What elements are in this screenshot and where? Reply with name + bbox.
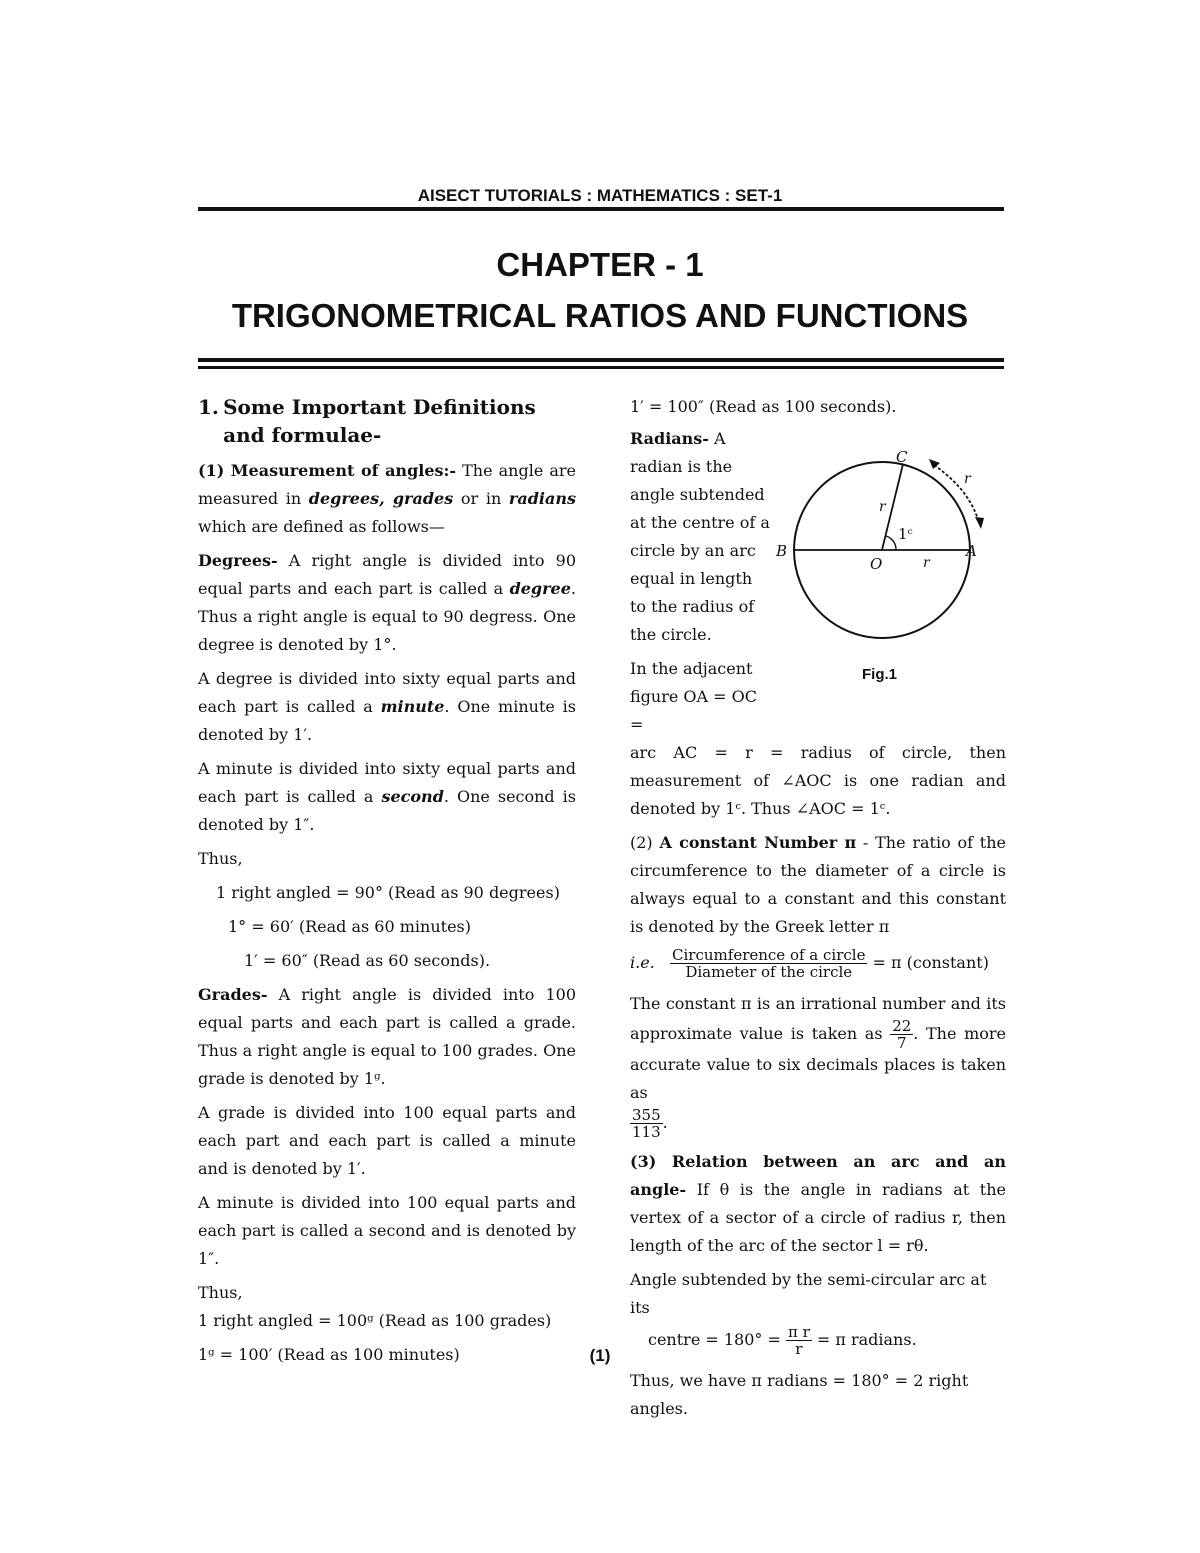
section-heading xyxy=(198,393,576,449)
grade-second-paragraph: A minute is divided into 100 equal parts and each part is called a second and is denoted by 1″. xyxy=(198,1193,576,1268)
degrees-paragraph: Degrees- A right angle is divided into 90 equal parts and each part is called a degree. Thus a right angle is equal to 90 degress. One degree is denoted by 1°. xyxy=(198,551,576,654)
semicircle-equation: centre = 180° = $\frac{\text{π r}}{r}$ = π radians. xyxy=(648,1323,917,1358)
arc-angle-paragraph: (3) Relation between an arc and an angle- If θ is the angle in radians at the vertex of a sector of a circle of radius r, then length of the arc of the sector l = rθ. xyxy=(630,1152,1006,1255)
equation-line: 1° = 60′ (Read as 60 minutes) xyxy=(228,917,471,936)
equation-line: 1ᵍ = 100′ (Read as 100 minutes) xyxy=(198,1345,460,1364)
angle-label: 1ᶜ xyxy=(898,525,913,543)
measurement-heading: (1) Measurement of angles:- xyxy=(198,461,457,480)
label-r-arc: r xyxy=(964,471,971,487)
thus-label: Thus, xyxy=(198,849,243,868)
label-r-oc: r xyxy=(879,499,886,515)
figure-caption: Fig.1 xyxy=(862,666,898,683)
arc-arrow xyxy=(934,465,979,523)
label-b: B xyxy=(776,542,788,560)
grades-paragraph: Grades- A right angle is divided into 100 equal parts and each part is called a grade. Thus a right angle is equal to 100 grades. One grade is denoted by 1ᵍ. xyxy=(198,985,576,1088)
degrees-heading: Degrees- xyxy=(198,551,278,570)
equation-line: 1′ = 60″ (Read as 60 seconds). xyxy=(244,951,491,970)
minute-paragraph: A degree is divided into sixty equal parts and each part is called a minute. One minute is denoted by 1′. xyxy=(198,669,577,744)
equation-line: 1 right angled = 90° (Read as 90 degrees) xyxy=(216,883,560,902)
radian-circle-figure xyxy=(772,445,1004,690)
grade-minute-paragraph: A grade is divided into 100 equal parts and each part and each part is called a minute and is denoted by 1′. xyxy=(198,1103,576,1178)
accurate-pi-fraction: $\frac{355}{113}$ . xyxy=(632,1106,668,1141)
title-rule-top xyxy=(198,358,1004,362)
arc-angle-heading: (3) Relation between an arc and an angle- xyxy=(630,1152,1006,1199)
left-column xyxy=(198,393,576,1375)
title-rule-bottom xyxy=(198,366,1004,369)
radian-measure-paragraph: arc AC = r = radius of circle, then measurement of ∠AOC is one radian and denoted by 1ᶜ. Thus ∠AOC = 1ᶜ. xyxy=(630,743,1006,818)
page-number: (1) xyxy=(589,1346,611,1365)
label-o: O xyxy=(870,555,883,573)
equation-line: 1 right angled = 100ᵍ (Read as 100 grades) xyxy=(198,1311,552,1330)
adjacent-figure-text: In the adjacent figure OA = OC = xyxy=(630,659,758,734)
radians-paragraph: Radians- A radian is the angle subtended at the centre of a circle by an arc equal in length to the radius of the circle. xyxy=(630,429,770,644)
thus-label: Thus, xyxy=(198,1283,243,1302)
radians-heading: Radians- xyxy=(630,429,709,448)
section-title: Some Important Definitions and formulae- xyxy=(223,395,536,447)
running-header: AISECT TUTORIALS : MATHEMATICS : SET-1 xyxy=(417,186,783,205)
equation-line: 1′ = 100″ (Read as 100 seconds). xyxy=(630,397,897,416)
pi-definition-equation: i.e. $\frac{\text{Circumference of a circle}}{\text{Diameter of the circle}}$ = π (constant) xyxy=(630,946,989,981)
second-paragraph: A minute is divided into sixty equal parts and each part is called a second. One second is denoted by 1″. xyxy=(198,759,576,834)
label-a: A xyxy=(966,542,977,560)
label-r-oa: r xyxy=(923,555,930,571)
irrational-paragraph: The constant π is an irrational number and its approximate value is taken as $\frac{22}{7}$ . The more accurate value to six decimals places is taken as xyxy=(630,994,1007,1102)
angle-arc xyxy=(886,536,896,550)
chapter-number: CHAPTER - 1 xyxy=(496,246,704,283)
header-rule xyxy=(198,207,1004,211)
label-c: C xyxy=(896,448,908,466)
section-number: 1. xyxy=(198,395,219,419)
arc-arrowhead-top xyxy=(929,459,940,469)
chapter-title: TRIGONOMETRICAL RATIOS AND FUNCTIONS xyxy=(231,297,969,334)
conclusion-text: Thus, we have π radians = 180° = 2 right angles. xyxy=(630,1371,969,1418)
measurement-paragraph: (1) Measurement of angles:- The angle are measured in degrees, grades or in radians which are defined as follows— xyxy=(198,461,577,536)
pi-heading: A constant Number π xyxy=(659,833,857,852)
semicircle-text: Angle subtended by the semi-circular arc at its xyxy=(630,1270,987,1317)
pi-paragraph: (2) A constant Number π - The ratio of the circumference to the diameter of a circle is always equal to a constant and this constant is denoted by the Greek letter π xyxy=(630,833,1006,936)
grades-heading: Grades- xyxy=(198,985,268,1004)
arc-arrowhead-bottom xyxy=(975,517,984,529)
